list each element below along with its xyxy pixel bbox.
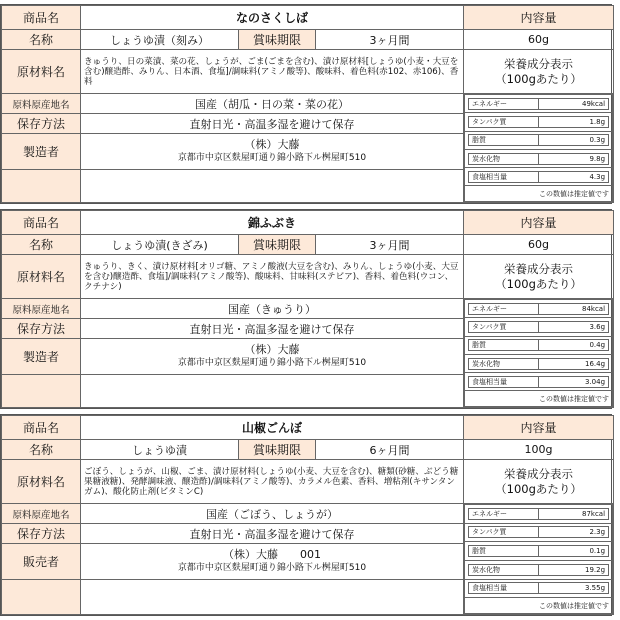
ingredients-header: 原材料名 — [2, 460, 81, 504]
maker-name: （株）大藤 001 — [223, 548, 322, 561]
nutrient-name: 炭水化物 — [469, 153, 539, 164]
nutrition-row-label — [465, 300, 613, 318]
nutrient-value: 0.4g — [539, 340, 609, 351]
product-name: なのさくしば — [81, 6, 464, 30]
maker-header: 製造者 — [2, 134, 81, 170]
nutrient-value: 87kcal — [539, 508, 609, 519]
nutrition-row-label — [465, 131, 613, 149]
origin-value: 国産（きゅうり） — [81, 299, 464, 319]
category: しょうゆ漬 — [81, 440, 239, 460]
maker-cell — [81, 134, 464, 170]
expiry-value: 3ヶ月間 — [316, 30, 464, 50]
nutrient-name: エネルギー — [469, 303, 539, 314]
content-value: 100g — [464, 440, 614, 460]
nutrient-value: 19.2g — [539, 564, 609, 575]
product-name-header: 商品名 — [2, 416, 81, 440]
maker-header: 製造者 — [2, 339, 81, 375]
estimate-note: この数値は推定値です — [465, 391, 613, 407]
label-box-2 — [0, 209, 612, 409]
nutrition-title-cell — [464, 50, 614, 94]
nutrition-row — [465, 336, 613, 354]
nutrient-value: 2.3g — [539, 527, 609, 538]
nutrition-per: （100gあたり） — [495, 276, 582, 291]
blank-cell — [81, 375, 464, 408]
nutrition-row-label — [465, 579, 613, 598]
nutrition-title: 栄養成分表示 — [504, 261, 574, 276]
ingredients-header: 原材料名 — [2, 255, 81, 299]
nutrition-row-label — [465, 336, 613, 354]
nutrient-value: 0.1g — [539, 546, 609, 557]
nutrient-value: 9.8g — [539, 153, 609, 164]
category: しょうゆ漬（刻み） — [81, 30, 239, 50]
nutrient-value: 49kcal — [539, 98, 609, 109]
nutrition-row — [465, 505, 613, 524]
nutrition-row — [465, 168, 613, 186]
expiry-header: 賞味期限 — [239, 235, 316, 255]
nutrition-title-cell — [464, 255, 614, 299]
storage-value: 直射日光・高温多湿を避けて保存 — [81, 524, 464, 544]
nutrition-row-label — [465, 523, 613, 542]
label-table — [1, 210, 614, 408]
nutrient-name: 食塩相当量 — [469, 376, 539, 387]
maker-name: （株）大藤 — [244, 138, 300, 151]
origin-value: 国産（ごぼう、しょうが） — [81, 504, 464, 524]
nutrition-row — [465, 318, 613, 336]
ingredients-text: きゅうり、きく、漬け原材料[オリゴ糖、アミノ酸液(大豆を含む)、みりん、しょうゆ(小麦、大豆を含む)醸造酢、食塩]/調味料(アミノ酸等)、酸味料、甘味料(ステビア)、香料、着色料(ウコン、クチナシ) — [81, 255, 464, 299]
nutrient-value: 4.3g — [539, 171, 609, 182]
label-table — [1, 415, 614, 615]
blank-cell — [81, 170, 464, 203]
nutrient-name: エネルギー — [469, 98, 539, 109]
maker-address: 京都市中京区麩屋町通り錦小路下ル桝屋町510 — [177, 358, 367, 368]
nutrient-name: 脂質 — [469, 340, 539, 351]
nutrition-per: （100gあたり） — [495, 71, 582, 86]
nutrient-name: 炭水化物 — [469, 358, 539, 369]
nutrient-value: 3.6g — [539, 321, 609, 332]
label-box-3 — [0, 414, 612, 616]
nutrient-value: 16.4g — [539, 358, 609, 369]
product-name-header: 商品名 — [2, 6, 81, 30]
nutrition-row-label — [465, 168, 613, 186]
nutrition-title: 栄養成分表示 — [504, 466, 574, 481]
label-table — [1, 5, 614, 203]
estimate-note: この数値は推定値です — [465, 598, 613, 614]
name-header: 名称 — [2, 235, 81, 255]
ingredients-header: 原材料名 — [2, 50, 81, 94]
nutrition-row-label — [465, 560, 613, 579]
content-header: 内容量 — [464, 211, 614, 235]
nutrition-row-label — [465, 318, 613, 336]
storage-value: 直射日光・高温多湿を避けて保存 — [81, 319, 464, 339]
nutrient-name: 食塩相当量 — [469, 583, 539, 594]
origin-value: 国産（胡瓜・日の菜・菜の花） — [81, 94, 464, 114]
blank-cell — [81, 580, 464, 615]
ingredients-text: きゅうり、日の菜漬、菜の花、しょうが、ごま(ごまを含む)、漬け原材料[しょうゆ(小麦・大豆を含む)醸造酢、みりん、日本酒、食塩]/調味料(アミノ酸等)、酸味料、着色料(赤102、赤106)、香料 — [81, 50, 464, 94]
product-name: 山椒ごんぼ — [81, 416, 464, 440]
blank-header-cell — [2, 170, 81, 203]
nutrition-row — [465, 354, 613, 372]
nutrient-value: 3.55g — [539, 583, 609, 594]
storage-value: 直射日光・高温多湿を避けて保存 — [81, 114, 464, 134]
nutrition-row-label — [465, 354, 613, 372]
nutrition-row-label — [465, 373, 613, 391]
storage-header: 保存方法 — [2, 319, 81, 339]
origin-header: 原料原産地名 — [2, 94, 81, 114]
maker-address: 京都市中京区麩屋町通り錦小路下ル桝屋町510 — [177, 563, 367, 573]
nutrient-name: 脂質 — [469, 135, 539, 146]
origin-header: 原料原産地名 — [2, 504, 81, 524]
nutrition-panel — [464, 299, 614, 408]
nutrition-row — [465, 373, 613, 391]
nutrition-row — [465, 300, 613, 318]
content-value: 60g — [464, 235, 614, 255]
maker-name: （株）大藤 — [244, 343, 300, 356]
estimate-note: この数値は推定値です — [465, 186, 613, 202]
nutrition-title: 栄養成分表示 — [504, 56, 574, 71]
nutrient-name: 炭水化物 — [469, 564, 539, 575]
expiry-header: 賞味期限 — [239, 440, 316, 460]
nutrition-row-label — [465, 149, 613, 167]
nutrient-value: 1.8g — [539, 116, 609, 127]
maker-cell — [81, 544, 464, 580]
nutrient-value: 0.3g — [539, 135, 609, 146]
content-header: 内容量 — [464, 6, 614, 30]
maker-address: 京都市中京区麩屋町通り錦小路下ル桝屋町510 — [177, 153, 367, 163]
nutrition-row-label — [465, 113, 613, 131]
maker-cell — [81, 339, 464, 375]
nutrient-name: エネルギー — [469, 508, 539, 519]
category: しょうゆ漬(きざみ) — [81, 235, 239, 255]
product-name: 錦ふぶき — [81, 211, 464, 235]
maker-header: 販売者 — [2, 544, 81, 580]
product-name-header: 商品名 — [2, 211, 81, 235]
nutrition-row — [465, 523, 613, 542]
expiry-value: 6ヶ月間 — [316, 440, 464, 460]
nutrition-row-label — [465, 95, 613, 113]
blank-header-cell — [2, 375, 81, 408]
nutrient-name: 脂質 — [469, 546, 539, 557]
nutrition-row — [465, 579, 613, 598]
nutrition-row — [465, 131, 613, 149]
nutrient-name: タンパク質 — [469, 321, 539, 332]
blank-header-cell — [2, 580, 81, 615]
nutrition-row-label — [465, 505, 613, 524]
nutrition-panel — [464, 94, 614, 203]
nutrient-name: 食塩相当量 — [469, 171, 539, 182]
ingredients-text: ごぼう、しょうが、山椒、ごま、漬け原材料(しょうゆ(小麦、大豆を含む)、糖類(砂糖、ぶどう糖果糖液糖)、発酵調味液、醸造酢)/調味料(アミノ酸等)、カラメル色素、香料、増粘剤(キサンタンガム)、酸化防止剤(ビタミンC) — [81, 460, 464, 504]
storage-header: 保存方法 — [2, 524, 81, 544]
expiry-value: 3ヶ月間 — [316, 235, 464, 255]
nutrition-title-cell — [464, 460, 614, 504]
nutrition-row — [465, 149, 613, 167]
nutrient-name: タンパク質 — [469, 527, 539, 538]
nutrition-row — [465, 95, 613, 113]
label-box-1 — [0, 4, 612, 204]
nutrient-value: 3.04g — [539, 376, 609, 387]
origin-header: 原料原産地名 — [2, 299, 81, 319]
name-header: 名称 — [2, 30, 81, 50]
name-header: 名称 — [2, 440, 81, 460]
content-value: 60g — [464, 30, 614, 50]
content-header: 内容量 — [464, 416, 614, 440]
expiry-header: 賞味期限 — [239, 30, 316, 50]
nutrition-row — [465, 113, 613, 131]
storage-header: 保存方法 — [2, 114, 81, 134]
nutrition-row — [465, 560, 613, 579]
nutrient-name: タンパク質 — [469, 116, 539, 127]
nutrition-row — [465, 542, 613, 561]
nutrition-per: （100gあたり） — [495, 481, 582, 496]
nutrient-value: 84kcal — [539, 303, 609, 314]
nutrition-panel — [464, 504, 614, 615]
nutrition-row-label — [465, 542, 613, 561]
